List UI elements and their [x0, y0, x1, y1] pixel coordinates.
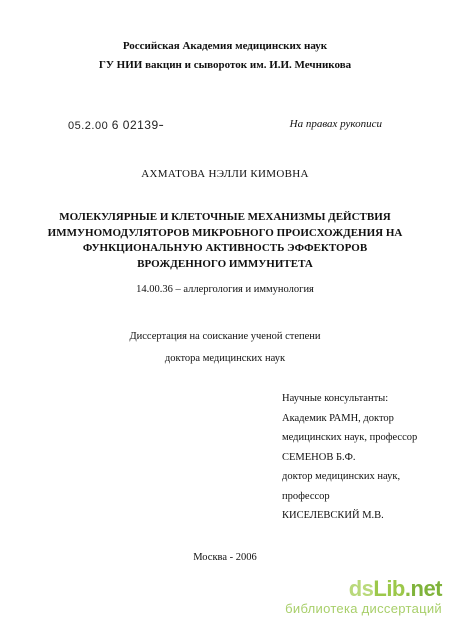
advisors-line: Научные консультанты:	[282, 393, 389, 404]
author-name: АХМАТОВА НЭЛЛИ КИМОВНА	[141, 168, 309, 180]
dslib-watermark	[285, 577, 442, 616]
watermark-subtitle: библиотека диссертаций	[285, 601, 442, 616]
title-line: ВРОЖДЕННОГО ИММУНИТЕТА	[137, 257, 313, 270]
title-line: ИММУНОМОДУЛЯТОРОВ МИКРОБНОГО ПРОИСХОЖДЕНИЯ НА	[47, 226, 403, 239]
advisors-line: Академик РАМН, доктор	[282, 412, 394, 424]
code-number: 6 02139	[111, 118, 159, 132]
watermark-logo-lib: Lib	[373, 576, 405, 601]
library-code-stamp	[68, 117, 164, 134]
title-line: ФУНКЦИОНАЛЬНУЮ АКТИВНОСТЬ ЭФФЕКТОРОВ	[82, 242, 368, 254]
watermark-logo-dot: .	[404, 576, 411, 601]
advisors-line: доктор медицинских наук,	[282, 471, 401, 482]
title-line: МОЛЕКУЛЯРНЫЕ И КЛЕТОЧНЫЕ МЕХАНИЗМЫ ДЕЙСТВИЯ	[59, 211, 391, 223]
code-date: 05.2.00	[68, 120, 109, 132]
advisors-line: КИСЕЛЕВСКИЙ М.В.	[282, 510, 384, 521]
scientific-advisors	[282, 389, 417, 526]
manuscript-note: На правах рукописи	[289, 118, 382, 130]
academy-name: Российская Академия медицинских наук	[122, 40, 328, 52]
thesis-line: Диссертация на соискание ученой степени	[129, 331, 321, 342]
institute-name: ГУ НИИ вакцин и сывороток им. И.И. Мечникова	[98, 59, 352, 71]
advisors-line: СЕМЕНОВ Б.Ф.	[282, 451, 356, 463]
dissertation-title	[0, 210, 450, 272]
advisors-line: профессор	[282, 490, 330, 502]
advisors-line: медицинских наук, профессор	[282, 432, 418, 443]
specialty-code: 14.00.36 – аллергология и иммунология	[136, 284, 314, 295]
code-handwritten-mark: -	[158, 117, 165, 133]
thesis-line: доктора медицинских наук	[164, 353, 286, 364]
city-year: Москва - 2006	[193, 552, 257, 563]
watermark-logo	[285, 577, 442, 601]
watermark-logo-net: net	[410, 576, 442, 601]
watermark-logo-ds: ds	[348, 576, 374, 601]
thesis-degree	[0, 326, 450, 370]
